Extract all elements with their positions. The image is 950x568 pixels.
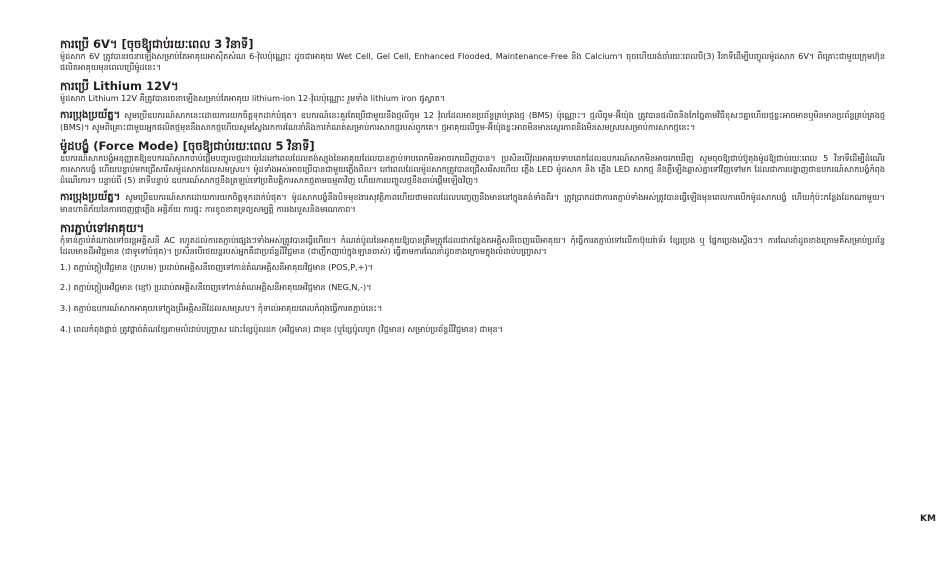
section-6v-mode <box>60 38 885 73</box>
section-lithium-warning <box>60 110 885 133</box>
section-heading: ការភ្ជាប់ទៅអាគុយ។ <box>60 220 145 235</box>
section-force-mode <box>60 140 885 185</box>
warning-text: សូមប្រើឧបករណ៍សាកនេះដោយការយកចិត្តទុកដាក់បំផុត។ ឧបករណ៍នេះគួរតែប្រើជាមួយនឹងថ្មលីចូម 12 វ៉ុលដែលមានប្រព័ន្ធគ្រប់គ្រងថ្ម (BMS) ប៉ុណ្ណោះ។ ថ្មលីចូម-អ៊ីយ៉ុង ត្រូវបានផលិតនិងកែច្នៃតាមវិធីខុសៗគ្នាហើយថ្មខ្លះអាចមានឬមិនមានប្រព័ន្ធគ្រប់គ្រងថ្ម (BMS)។ សូមពិគ្រោះជាមួយអ្នកផលិតថ្មមុននឹងសាកថ្មហើយសូមស្វែងរកការណែនាំនិងការកំណត់សម្រាប់ការសាកថ្មរបស់ពួកគេ។ ថ្មអាគុយលីចូម-អ៊ីយ៉ុងខ្លះអាចមិនមានស្ថេរភាពនិងមិនសមស្របសម្រាប់ការសាកថ្មនេះ។ <box>60 110 885 133</box>
section-connecting-battery <box>60 222 885 335</box>
section-body: ឧបករណ៍សាកបង្ខំអនុញ្ញាតឱ្យឧបករណ៍សាកចាប់ផ្តើមបញ្ចូលថ្មដោយដៃនៅពេលដែលតង់ស្យុងនៃអាគុយដែលបានភ្ជាប់ទាបពេកមិនអាចរកឃើញបាន។ ប្រសិនបើវ៉ុលអាគុយទាបពេកដែលឧបករណ៍សាកមិនអាចរកឃើញ សូមចុចឱ្យជាប់ប៊ូតុងម៉ូដឱ្យជាប់រយៈពេល 5 វិនាទីដើម្បីដំណើរការសាកបង្ខំ ហើយបន្ទាប់មកជ្រើសរើសម៉ូដសាកដែលសមស្រប។ ម៉ូដទាំងអស់អាចប្រើបានជាមួយភ្លើងពិល។ នៅពេលដែលម៉ូដសាកត្រូវបានជ្រើសរើសហើយ ភ្លើង LED ម៉ូដសាក និង ភ្លើង LED សាកថ្ម នឹងភ្លឺឡើងឆ្លាស់គ្នាទៅវិញទៅមក ដែលជាការបង្ហាញថាឧបករណ៍សាកបង្ខំកំពុងដំណើរការ។ បន្ទាប់ពី (5) នាទីបន្ទាប់ ឧបករណ៍សាកថ្មនឹងត្រឡប់ទៅប្រតិបត្តិការសាកថ្មតាមធម្មតាវិញ ហើយការបញ្ចូលថ្មនឹងចាប់ផ្តើមឡើងវិញ។ <box>60 152 885 185</box>
warning-paragraph <box>60 192 885 215</box>
language-badge: KM <box>920 514 936 524</box>
warning-paragraph <box>60 110 885 133</box>
warning-label: ការប្រុងប្រយ័ត្ន។ <box>60 192 121 204</box>
section-heading: ការប្រើ 6V។ [ចុចឱ្យជាប់រយៈពេល 3 វិនាទី] <box>60 37 254 51</box>
step-item: 4.) ពេលកំពុងផ្តាច់ ត្រូវផ្តាច់តំណខ្សែតាមលំដាប់បញ្ច្រាស ដោះខ្សែប៉ូលដក (អវិជ្ជមាន) ជាមុន (ឬខ្សែប៉ូលបូក (វិជ្ជមាន) សម្រាប់ប្រព័ន្ធដីវិជ្ជមាន) ជាមុន។ <box>60 323 503 334</box>
section-body: កុំទាន់ភ្ជាប់តំណាងទៅចរន្តអគ្គិសនី AC រហូតដល់ការតភ្ជាប់ផ្សេងៗទាំងអស់ត្រូវបានធ្វើហើយ។ កំណត់ប៉ូលនៃអាគុយឱ្យបានត្រឹមត្រូវដែលជាកន្លែងតអគ្គិសនីចេញលើអាគុយ។ កុំធ្វើការតភ្ជាប់ទៅលើកាប៊ុយរ៉ាទ័រ ខ្សែប្រេង ឬ ផ្នែកប្រេងស្តើងៗ។ ការណែនាំដូចខាងក្រោមគឺសម្រាប់ប្រព័ន្ធដែលមានដីអវិជ្ជមាន (ជាទូទៅបំផុត)។ ប្រសិនបើរថយន្តរបស់អ្នកគឺជាប្រព័ន្ធដីវិជ្ជមាន (ជាញឹកញាប់ក្នុងឡានចាស់) ធ្វើតាមការណែនាំដូចខាងក្រោមក្នុងលំដាប់បញ្ច្រាស។ <box>60 234 885 256</box>
section-heading: ការប្រើ Lithium 12V។ <box>60 78 179 93</box>
manual-page <box>60 38 885 345</box>
section-force-warning <box>60 192 885 215</box>
section-body: ម៉ូដសាក Lithium 12V គឺត្រូវបានរចនាឡើងសម្រាប់តែអាគុយ lithium-ion 12-វ៉ុលប៉ុណ្ណោះ រួមទាំង lithium iron ផូស្វាត។ <box>60 92 446 103</box>
section-heading: ម៉ូដបង្ខំ (Force Mode) [ចុចឱ្យជាប់រយៈពេល 5 វិនាទី] <box>60 138 315 153</box>
section-body: ម៉ូដសាក 6V ត្រូវបានរចនាឡើងសម្រាប់តែអាគុយអាស៊ីតសំណ 6-វ៉ុលប៉ុណ្ណោះ ដូចជាអាគុយ Wet Cell, Gel Cell, Enhanced Flooded, Maintenance-Free និង Calcium។ ចុចហើយរង់ចាំរយៈពេលបី(3) វិនាទីដើម្បីបញ្ចូលម៉ូដសាក 6V។ ពិគ្រោះជាមួយក្រុមហ៊ុនផលិតអាគុយមុនពេលប្រើម៉ូដនេះ។ <box>60 51 885 72</box>
step-item: 1.) តភ្ជាប់ក្តៀបវិជ្ជមាន (ក្រហម) ប្រដាប់តអគ្គិសនីចេញទៅកាន់តំណអគ្គិសនីអាគុយវិជ្ជមាន (POS,P,+)។ <box>60 261 373 272</box>
connection-steps <box>60 262 885 335</box>
step-item: 3.) តភ្ជាប់ឧបករណ៍សាកអាគុយទៅក្នុងព្រីអគ្គិសនីដែលសមស្រប។ កុំទាល់អាគុយពេលកំពុងធ្វើការតភ្ជាប់នេះ។ <box>60 303 383 314</box>
warning-label: ការប្រុងប្រយ័ត្ន។ <box>60 110 121 122</box>
step-item: 2.) តភ្ជាប់ក្តៀបអវិជ្ជមាន (ខ្មៅ) ប្រដាប់តអគ្គិសនីចេញទៅកាន់តំណអគ្គិសនីអាគុយអវិជ្ជមាន (NEG,N,-)។ <box>60 282 372 293</box>
section-lithium-mode <box>60 80 885 104</box>
warning-text: សូមប្រើឧបករណ៍សាកដោយការយកចិត្តទុកដាក់បំផុត។ ម៉ូដសាកបង្ខំនឹងបិទមុខងារសុវត្ថិភាពហើយថាមពលដែលបញ្ចេញនឹងមាននៅក្នុងតង់ទាំងពីរ។ ត្រូវប្រាកដថាការតភ្ជាប់ទាំងអស់ត្រូវបានធ្វើឡើងមុនពេលការបើកម៉ូដសាកបង្ខំ ហើយកុំប៉ះកន្លែងដែកណាមួយ។ មានហានិភ័យនៃការចេញផ្កាភ្លើង អគ្គិភ័យ ការផ្ទុះ ការខូចខាតទ្រព្យសម្បត្តិ ការរងរបួសនិងមរណភាព។ <box>60 192 885 215</box>
